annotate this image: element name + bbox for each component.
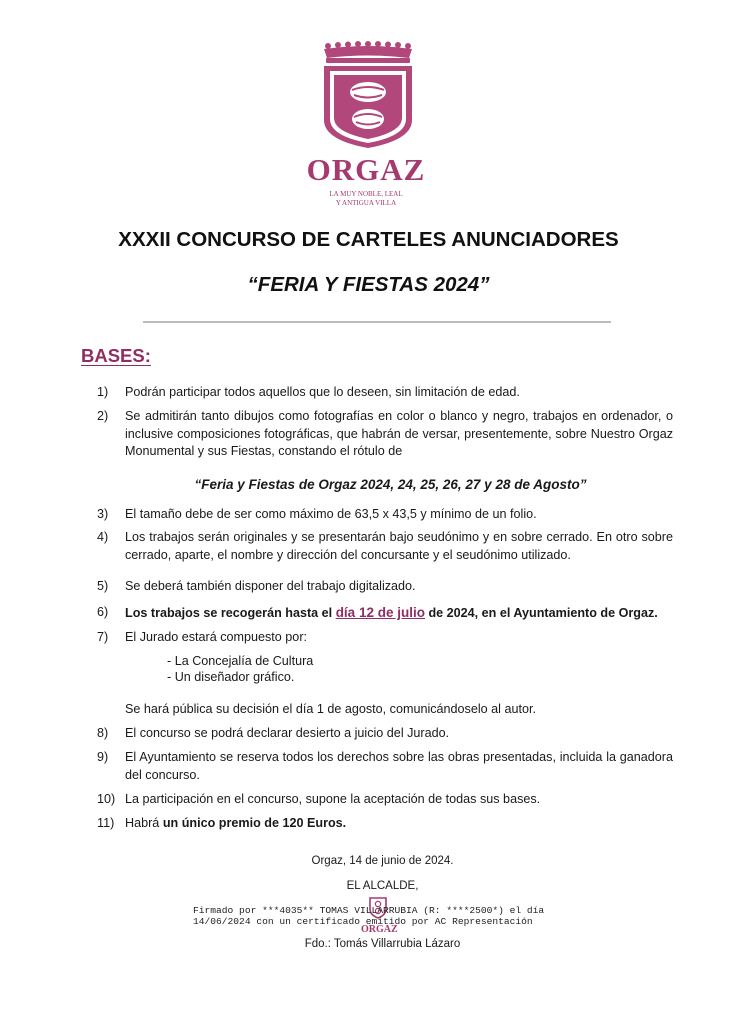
motto-line-2: Y ANTIGUA VILLA [335,199,397,207]
list-item [97,506,673,524]
title-divider [143,321,611,323]
item-text-after: de 2024, en el Ayuntamiento de Orgaz. [424,606,658,620]
list-item [97,749,673,784]
item-number: 10) [97,792,116,806]
list-item [97,529,673,564]
item-text: El tamaño debe de ser como máximo de 63,5 x 43,5 y mínimo de un folio. [125,507,537,521]
item-text [125,604,673,623]
prize-amount: un único premio de 120 Euros. [162,816,347,830]
place-date: Orgaz, 14 de junio de 2024. [311,855,454,867]
list-item [97,629,673,647]
crest-icon [316,40,420,150]
item-number: 2) [97,409,109,423]
item-number: 4) [97,530,109,544]
brand-name: ORGAZ [306,152,426,187]
list-item [97,791,673,809]
brand-motto [260,190,472,208]
item-number: 7) [97,630,109,644]
item-number: 8) [97,726,109,740]
signature-line-2: 14/06/2024 con un certificado emitido por AC Representación [193,915,533,927]
item-text: Podrán participar todos aquellos que lo deseen, sin limitación de edad. [125,385,520,399]
item-text: Se admitirán tanto dibujos como fotografías en color o blanco y negro, trabajos en ordenador, o inclusive composiciones fotográficas, que habrán de versar, presentemente, sobre Nuestro Orgaz Monumental y sus Fiestas, constando el rótulo de [125,409,673,458]
list-item [97,384,673,402]
mayor-label: EL ALCALDE, [346,880,419,892]
item-number: 11) [97,816,115,830]
motto-line-1: LA MUY NOBLE, LEAL [329,190,403,198]
jury-member: - La Concejalía de Cultura [167,654,314,668]
item-text-before: Los trabajos se recogerán hasta el [125,606,336,620]
orgaz-crest-logo [316,40,420,155]
document-title: XXXII CONCURSO DE CARTELES ANUNCIADORES [118,228,619,251]
item-text-before: Habrá [125,816,163,830]
item-text: El Ayuntamiento se reserva todos los derechos sobre las obras presentadas, incluida la ganadora del concurso. [125,750,673,782]
decision-note: Se hará pública su decisión el día 1 de agosto, comunicándoselo al autor. [125,702,536,716]
signed-by: Fdo.: Tomás Villarrubia Lázaro [304,938,461,950]
jury-member: - Un diseñador gráfico. [167,670,295,684]
list-item [97,578,673,596]
item-number: 1) [97,385,109,399]
list-item [97,604,673,623]
item-number: 5) [97,579,109,593]
stamp-brand: ORGAZ [361,924,398,935]
signature-line-1: Firmado por ***4035** TOMAS VILLARRUBIA (R: ****2500*) el día [193,905,545,916]
item-number: 9) [97,750,109,764]
list-item [97,408,673,461]
item-number: 3) [97,507,109,521]
deadline-date: día 12 de julio [335,605,425,620]
item-number: 6) [97,605,109,619]
list-item [97,725,673,743]
item-text: El concurso se podrá declarar desierto a juicio del Jurado. [125,726,450,740]
item-text: La participación en el concurso, supone la aceptación de todas sus bases. [125,792,541,806]
item-text: El Jurado estará compuesto por: [125,630,308,644]
poster-caption-quote: “Feria y Fiestas de Orgaz 2024, 24, 25, 26, 27 y 28 de Agosto” [194,477,587,492]
bases-heading: BASES: [81,345,151,366]
document-subtitle: “FERIA Y FIESTAS 2024” [247,273,490,296]
list-item [97,815,673,833]
item-text: Se deberá también disponer del trabajo digitalizado. [125,579,416,593]
item-text [125,815,673,833]
item-text: Los trabajos serán originales y se presentarán bajo seudónimo y en sobre cerrado. En otro sobre cerrado, aparte, el nombre y dirección del concursante y el seudónimo utilizado. [125,530,673,562]
